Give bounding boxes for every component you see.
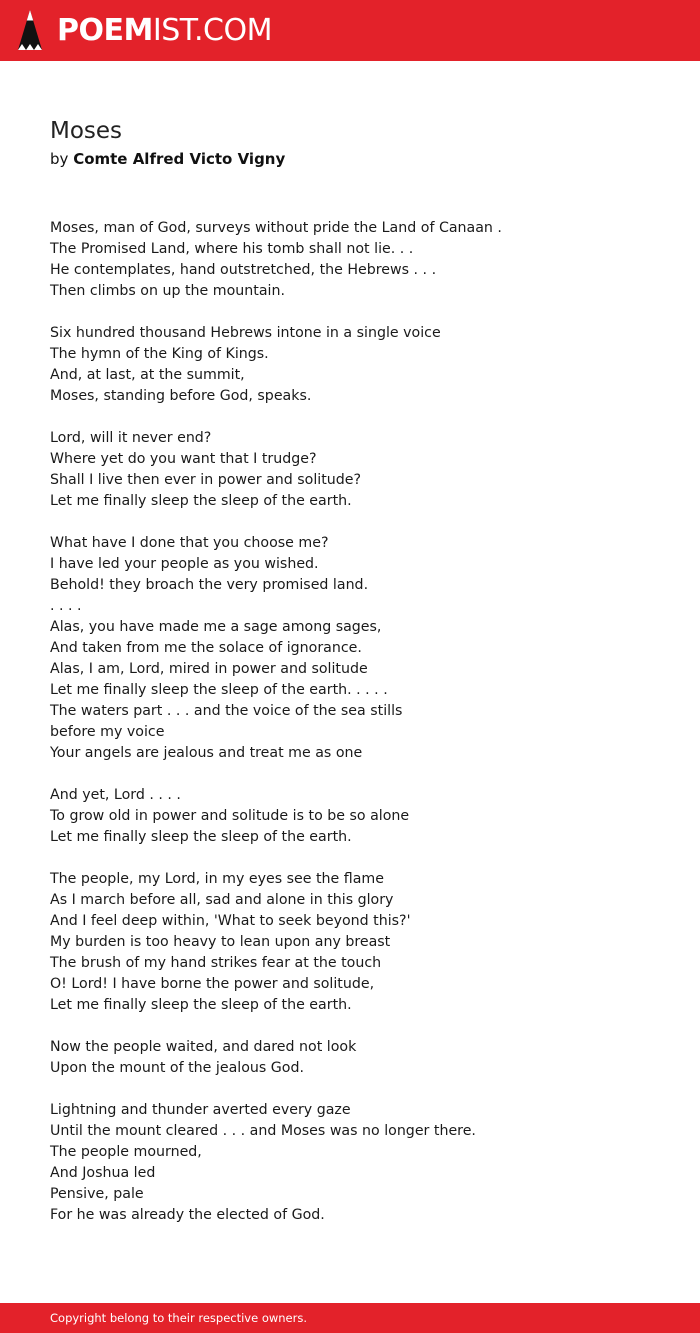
poem-line: Six hundred thousand Hebrews intone in a single voice: [50, 325, 441, 341]
poem-line: before my voice: [50, 724, 165, 740]
poem-stanza: [50, 1037, 670, 1079]
poem-title: Moses: [50, 118, 123, 144]
poem-line: I have led your people as you wished.: [50, 556, 319, 572]
poem-line: Shall I live then ever in power and solitude?: [50, 472, 362, 488]
poem-line: Where yet do you want that I trudge?: [50, 451, 317, 467]
poem-author: Comte Alfred Victo Vigny: [73, 150, 286, 168]
logo-text-light: IST.COM: [152, 13, 272, 48]
poem-line: Let me finally sleep the sleep of the earth. . . . .: [50, 682, 388, 698]
poem-line: And yet, Lord . . . .: [50, 787, 181, 803]
poem-line: As I march before all, sad and alone in this glory: [50, 892, 394, 908]
poem-line: Then climbs on up the mountain.: [50, 283, 285, 299]
poem-line: Moses, standing before God, speaks.: [50, 388, 312, 404]
poem-line: And, at last, at the summit,: [50, 367, 245, 383]
poem-line: What have I done that you choose me?: [50, 535, 329, 551]
poem-line: The people mourned,: [50, 1144, 202, 1160]
poem-line: Now the people waited, and dared not look: [50, 1039, 357, 1055]
poem-line: . . . .: [50, 598, 82, 614]
poem-line: Moses, man of God, surveys without pride the Land of Canaan .: [50, 220, 502, 236]
byline-prefix: by: [50, 150, 69, 168]
poem-line: Alas, I am, Lord, mired in power and solitude: [50, 661, 368, 677]
poem-stanza: [50, 218, 670, 302]
poem-line: And taken from me the solace of ignorance.: [50, 640, 362, 656]
poem-line: Lightning and thunder averted every gaze: [50, 1102, 351, 1118]
poem-stanza: [50, 785, 670, 848]
site-logo[interactable]: [17, 9, 272, 53]
poem-stanza: [50, 323, 670, 407]
poem-stanza: [50, 1100, 670, 1226]
poem-line: And Joshua led: [50, 1165, 156, 1181]
poem-line: The people, my Lord, in my eyes see the flame: [50, 871, 384, 887]
poem-line: Alas, you have made me a sage among sages,: [50, 619, 382, 635]
poem-line: My burden is too heavy to lean upon any breast: [50, 934, 391, 950]
poem-line: Let me finally sleep the sleep of the earth.: [50, 493, 352, 509]
site-logo-text: [57, 9, 272, 53]
poem-line: O! Lord! I have borne the power and solitude,: [50, 976, 375, 992]
poem-line: Your angels are jealous and treat me as one: [50, 745, 363, 761]
poem-line: And I feel deep within, 'What to seek beyond this?': [50, 913, 411, 929]
site-footer: [0, 1303, 700, 1333]
poem-body: [50, 218, 670, 1247]
poem-line: The waters part . . . and the voice of the sea stills: [50, 703, 403, 719]
poem-line: He contemplates, hand outstretched, the Hebrews . . .: [50, 262, 437, 278]
poem-line: Behold! they broach the very promised land.: [50, 577, 369, 593]
poem-stanza: [50, 428, 670, 512]
poem-line: Pensive, pale: [50, 1186, 144, 1202]
site-header: [0, 0, 700, 61]
poem-stanza: [50, 869, 670, 1016]
poem-line: The Promised Land, where his tomb shall not lie. . .: [50, 241, 414, 257]
poem-line: Let me finally sleep the sleep of the earth.: [50, 829, 352, 845]
poem-line: Let me finally sleep the sleep of the earth.: [50, 997, 352, 1013]
copyright-notice: Copyright belong to their respective owners.: [50, 1311, 308, 1325]
pencil-icon: [17, 9, 43, 53]
poem-line: For he was already the elected of God.: [50, 1207, 325, 1223]
poem-byline: [50, 148, 285, 170]
poem-line: The brush of my hand strikes fear at the touch: [50, 955, 382, 971]
poem-line: Lord, will it never end?: [50, 430, 212, 446]
logo-text-bold: POEM: [57, 13, 153, 48]
poem-line: Upon the mount of the jealous God.: [50, 1060, 304, 1076]
poem-line: Until the mount cleared . . . and Moses was no longer there.: [50, 1123, 476, 1139]
poem-line: To grow old in power and solitude is to be so alone: [50, 808, 410, 824]
poem-stanza: [50, 533, 670, 764]
poem-line: The hymn of the King of Kings.: [50, 346, 269, 362]
